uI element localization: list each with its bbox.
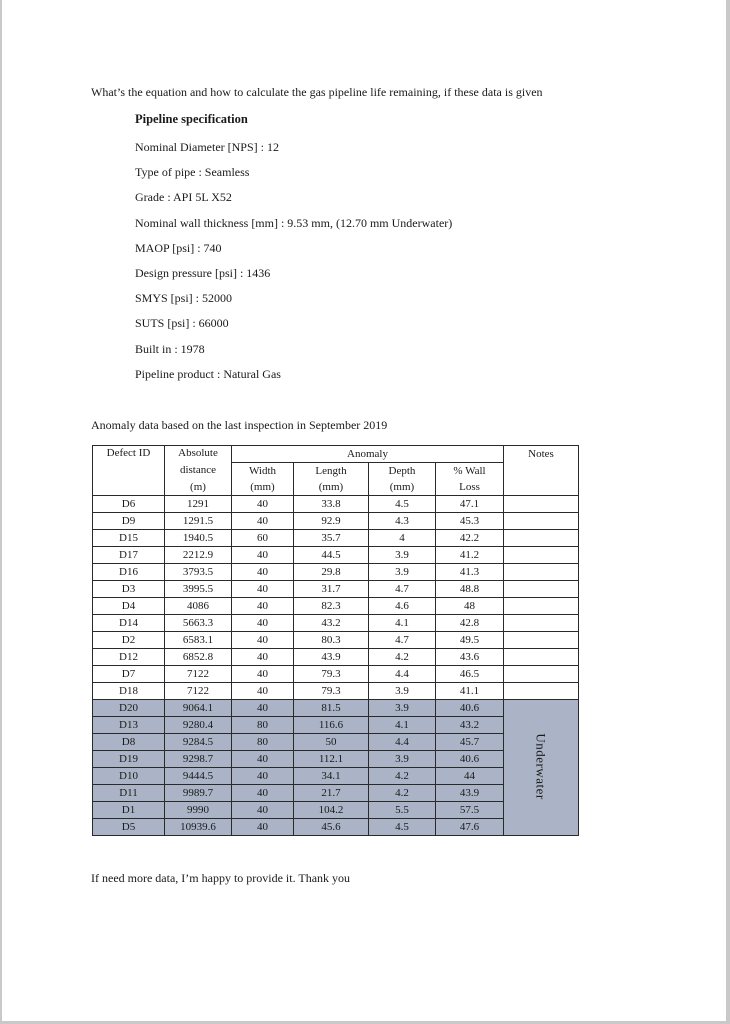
header-defect-id-blank <box>93 463 165 480</box>
document-page <box>2 0 726 1021</box>
cell-defect-id: D13 <box>93 717 165 734</box>
cell-width: 40 <box>232 700 294 717</box>
spec-item: Nominal Diameter [NPS] : 12 <box>135 140 279 154</box>
cell-length: 34.1 <box>294 768 369 785</box>
cell-notes <box>504 666 579 683</box>
header-depth: Depth <box>369 463 436 480</box>
cell-defect-id: D6 <box>93 496 165 513</box>
cell-defect-id: D5 <box>93 819 165 836</box>
cell-distance: 9298.7 <box>165 751 232 768</box>
cell-wall-loss: 41.3 <box>436 564 504 581</box>
cell-defect-id: D7 <box>93 666 165 683</box>
cell-defect-id: D10 <box>93 768 165 785</box>
table-row <box>93 666 579 683</box>
cell-depth: 4.5 <box>369 819 436 836</box>
cell-depth: 3.9 <box>369 547 436 564</box>
table-row <box>93 547 579 564</box>
cell-defect-id: D18 <box>93 683 165 700</box>
cell-distance: 5663.3 <box>165 615 232 632</box>
cell-depth: 4.7 <box>369 581 436 598</box>
cell-wall-loss: 40.6 <box>436 751 504 768</box>
cell-defect-id: D19 <box>93 751 165 768</box>
cell-distance: 9444.5 <box>165 768 232 785</box>
underwater-note-cell <box>504 700 579 836</box>
table-row <box>93 513 579 530</box>
cell-notes <box>504 581 579 598</box>
cell-width: 60 <box>232 530 294 547</box>
cell-wall-loss: 45.7 <box>436 734 504 751</box>
cell-length: 33.8 <box>294 496 369 513</box>
cell-length: 44.5 <box>294 547 369 564</box>
cell-length: 43.9 <box>294 649 369 666</box>
cell-length: 31.7 <box>294 581 369 598</box>
cell-length: 104.2 <box>294 802 369 819</box>
cell-defect-id: D11 <box>93 785 165 802</box>
cell-depth: 4.1 <box>369 717 436 734</box>
cell-wall-loss: 44 <box>436 768 504 785</box>
header-defect-id: Defect ID <box>93 446 165 463</box>
cell-length: 45.6 <box>294 819 369 836</box>
cell-length: 92.9 <box>294 513 369 530</box>
question-text: What’s the equation and how to calculate the gas pipeline life remaining, if these data is given <box>91 85 543 99</box>
spec-item: SUTS [psi] : 66000 <box>135 316 229 331</box>
cell-length: 50 <box>294 734 369 751</box>
cell-wall-loss: 48.8 <box>436 581 504 598</box>
cell-depth: 4.7 <box>369 632 436 649</box>
cell-distance: 10939.6 <box>165 819 232 836</box>
cell-defect-id: D9 <box>93 513 165 530</box>
cell-wall-loss: 48 <box>436 598 504 615</box>
cell-defect-id: D14 <box>93 615 165 632</box>
cell-width: 80 <box>232 734 294 751</box>
cell-distance: 9989.7 <box>165 785 232 802</box>
cell-wall-loss: 46.5 <box>436 666 504 683</box>
table-row <box>93 632 579 649</box>
table-row <box>93 581 579 598</box>
header-depth-unit: (mm) <box>369 479 436 496</box>
cell-depth: 4.2 <box>369 785 436 802</box>
anomaly-table <box>92 445 579 836</box>
cell-width: 40 <box>232 819 294 836</box>
spec-item: MAOP [psi] : 740 <box>135 240 222 255</box>
cell-defect-id: D16 <box>93 564 165 581</box>
cell-defect-id: D3 <box>93 581 165 598</box>
cell-length: 29.8 <box>294 564 369 581</box>
cell-distance: 6852.8 <box>165 649 232 666</box>
spec-item: Grade : API 5L X52 <box>135 190 232 205</box>
cell-length: 82.3 <box>294 598 369 615</box>
cell-length: 79.3 <box>294 683 369 700</box>
cell-defect-id: D4 <box>93 598 165 615</box>
cell-notes <box>504 513 579 530</box>
cell-length: 79.3 <box>294 666 369 683</box>
spec-title: Pipeline specification <box>135 112 248 126</box>
cell-depth: 3.9 <box>369 751 436 768</box>
cell-length: 116.6 <box>294 717 369 734</box>
cell-depth: 4.1 <box>369 615 436 632</box>
header-anomaly: Anomaly <box>232 446 504 463</box>
cell-wall-loss: 42.2 <box>436 530 504 547</box>
cell-wall-loss: 41.2 <box>436 547 504 564</box>
cell-length: 21.7 <box>294 785 369 802</box>
cell-distance: 9990 <box>165 802 232 819</box>
cell-depth: 4.2 <box>369 649 436 666</box>
cell-defect-id: D2 <box>93 632 165 649</box>
cell-width: 40 <box>232 513 294 530</box>
cell-defect-id: D20 <box>93 700 165 717</box>
cell-distance: 6583.1 <box>165 632 232 649</box>
table-header-row <box>93 446 579 463</box>
cell-width: 40 <box>232 683 294 700</box>
spec-list <box>135 140 452 392</box>
table-row-underwater <box>93 700 579 717</box>
cell-width: 40 <box>232 632 294 649</box>
cell-distance: 3793.5 <box>165 564 232 581</box>
cell-defect-id: D15 <box>93 530 165 547</box>
spec-item: Design pressure [psi] : 1436 <box>135 265 271 280</box>
cell-width: 40 <box>232 802 294 819</box>
cell-distance: 3995.5 <box>165 581 232 598</box>
cell-depth: 5.5 <box>369 802 436 819</box>
cell-notes <box>504 530 579 547</box>
cell-notes <box>504 683 579 700</box>
cell-defect-id: D1 <box>93 802 165 819</box>
cell-notes <box>504 496 579 513</box>
cell-defect-id: D17 <box>93 547 165 564</box>
header-distance-unit: (m) <box>165 479 232 496</box>
cell-length: 35.7 <box>294 530 369 547</box>
header-distance: distance <box>165 463 232 480</box>
cell-distance: 9280.4 <box>165 717 232 734</box>
cell-depth: 4.3 <box>369 513 436 530</box>
cell-width: 40 <box>232 581 294 598</box>
cell-wall-loss: 43.2 <box>436 717 504 734</box>
cell-distance: 9064.1 <box>165 700 232 717</box>
cell-width: 40 <box>232 564 294 581</box>
cell-width: 40 <box>232 666 294 683</box>
table-row <box>93 615 579 632</box>
cell-width: 40 <box>232 496 294 513</box>
cell-distance: 2212.9 <box>165 547 232 564</box>
table-row <box>93 530 579 547</box>
cell-width: 40 <box>232 768 294 785</box>
cell-wall-loss: 43.9 <box>436 785 504 802</box>
cell-wall-loss: 41.1 <box>436 683 504 700</box>
header-length: Length <box>294 463 369 480</box>
header-absolute: Absolute <box>165 446 232 463</box>
cell-notes <box>504 547 579 564</box>
spec-item: Type of pipe : Seamless <box>135 165 250 180</box>
underwater-label: Underwater <box>533 733 549 800</box>
cell-length: 43.2 <box>294 615 369 632</box>
spec-item: Pipeline product : Natural Gas <box>135 366 281 381</box>
header-width: Width <box>232 463 294 480</box>
cell-length: 80.3 <box>294 632 369 649</box>
cell-wall-loss: 57.5 <box>436 802 504 819</box>
cell-notes <box>504 564 579 581</box>
cell-wall-loss: 47.1 <box>436 496 504 513</box>
cell-width: 40 <box>232 598 294 615</box>
table-row <box>93 564 579 581</box>
cell-notes <box>504 649 579 666</box>
cell-depth: 4.4 <box>369 734 436 751</box>
cell-wall-loss: 43.6 <box>436 649 504 666</box>
cell-wall-loss: 40.6 <box>436 700 504 717</box>
header-defect-id-blank <box>93 479 165 496</box>
cell-depth: 4 <box>369 530 436 547</box>
cell-distance: 9284.5 <box>165 734 232 751</box>
cell-depth: 4.4 <box>369 666 436 683</box>
anomaly-caption: Anomaly data based on the last inspection in September 2019 <box>91 418 388 432</box>
cell-distance: 1940.5 <box>165 530 232 547</box>
spec-item: SMYS [psi] : 52000 <box>135 291 233 306</box>
closing-text: If need more data, I’m happy to provide it. Thank you <box>91 871 351 885</box>
spec-item: Built in : 1978 <box>135 341 205 356</box>
cell-width: 40 <box>232 785 294 802</box>
cell-depth: 4.6 <box>369 598 436 615</box>
cell-width: 40 <box>232 751 294 768</box>
cell-width: 40 <box>232 547 294 564</box>
cell-distance: 4086 <box>165 598 232 615</box>
cell-depth: 4.5 <box>369 496 436 513</box>
cell-notes <box>504 632 579 649</box>
table-row <box>93 683 579 700</box>
table-row <box>93 598 579 615</box>
header-wall-loss-unit: Loss <box>436 479 504 496</box>
header-length-unit: (mm) <box>294 479 369 496</box>
cell-distance: 1291.5 <box>165 513 232 530</box>
cell-distance: 1291 <box>165 496 232 513</box>
cell-depth: 3.9 <box>369 564 436 581</box>
cell-defect-id: D12 <box>93 649 165 666</box>
cell-width: 80 <box>232 717 294 734</box>
cell-length: 81.5 <box>294 700 369 717</box>
cell-depth: 3.9 <box>369 700 436 717</box>
cell-length: 112.1 <box>294 751 369 768</box>
cell-wall-loss: 47.6 <box>436 819 504 836</box>
cell-depth: 3.9 <box>369 683 436 700</box>
cell-wall-loss: 45.3 <box>436 513 504 530</box>
table-row <box>93 649 579 666</box>
cell-depth: 4.2 <box>369 768 436 785</box>
cell-wall-loss: 49.5 <box>436 632 504 649</box>
cell-notes <box>504 615 579 632</box>
cell-distance: 7122 <box>165 683 232 700</box>
cell-width: 40 <box>232 649 294 666</box>
cell-notes <box>504 598 579 615</box>
header-notes: Notes <box>504 446 579 496</box>
header-wall-loss: % Wall <box>436 463 504 480</box>
cell-wall-loss: 42.8 <box>436 615 504 632</box>
header-width-unit: (mm) <box>232 479 294 496</box>
spec-item: Nominal wall thickness [mm] : 9.53 mm, (12.70 mm Underwater) <box>135 215 453 230</box>
cell-width: 40 <box>232 615 294 632</box>
cell-distance: 7122 <box>165 666 232 683</box>
table-row <box>93 496 579 513</box>
cell-defect-id: D8 <box>93 734 165 751</box>
